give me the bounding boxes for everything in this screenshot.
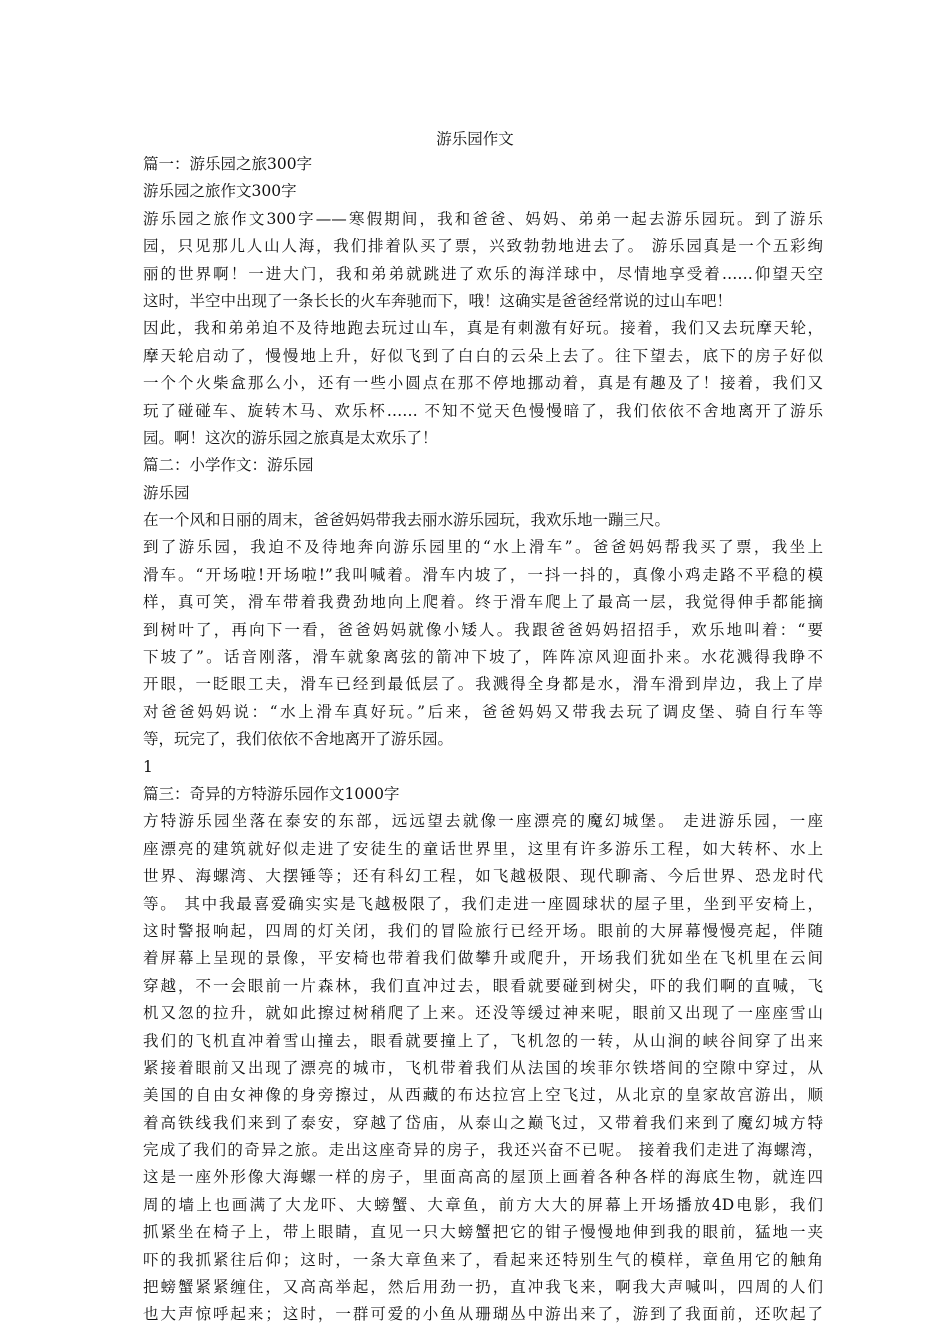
text-line: 这时警报响起，四周的灯关闭，我们的冒险旅行已经开场。眼前的大屏幕慢慢亮起，伴随 [143,921,823,940]
document-title: 游乐园作文 [436,130,514,148]
text-line: 园。啊！这次的游乐园之旅真是太欢乐了！ [143,428,438,447]
text-line: 等，玩完了，我们依依不舍地离开了游乐园。 [143,730,454,749]
text-line: 玩了碰碰车、旋转木马、欢乐杯…… 不知不觉天色慢慢暗了，我们依依不舍地离开了游乐 [143,401,823,420]
text-line: 园，只见那儿人山人海，我们排着队买了票，兴致勃勃地进去了。 游乐园真是一个五彩绚 [143,237,823,256]
text-line: 把螃蟹紧紧缠住，又高高举起，然后用劲一扔，直冲我飞来，啊我大声喊叫，四周的人们 [143,1278,823,1297]
text-line: 1 [143,757,153,776]
text-line: 样，真可笑，滑车带着我费劲地向上爬着。终于滑车爬上了最高一层，我觉得伸手都能摘 [143,593,823,612]
text-line: 因此，我和弟弟迫不及待地跑去玩过山车，真是有刺激有好玩。接着，我们又去玩摩天轮， [143,319,823,338]
text-line: 游乐园之旅作文300字——寒假期间，我和爸爸、妈妈、弟弟一起去游乐园玩。到了游乐 [143,209,823,228]
text-line: 篇一：游乐园之旅300字 [143,155,313,173]
text-line: 篇二：小学作文：游乐园 [143,456,314,475]
text-line: 摩天轮启动了，慢慢地上升，好似飞到了白白的云朵上去了。往下望去，底下的房子好似 [143,346,823,365]
text-line: 开眼，一眨眼工夫，滑车已经到最低层了。我溅得全身都是水，滑车滑到岸边，我上了岸 [143,675,823,694]
text-line: 到了游乐园，我迫不及待地奔向游乐园里的“水上滑车”。爸爸妈妈帮我买了票，我坐上 [143,538,823,557]
text-line: 也大声惊呼起来；这时，一群可爱的小鱼从珊瑚丛中游出来了，游到了我面前，还吹起了 [143,1305,823,1324]
document-body [143,151,823,1329]
text-line: 着高铁线我们来到了泰安，穿越了岱庙，从泰山之巅飞过，又带着我们来到了魔幻城方特 [143,1113,823,1132]
text-line: 到树叶了，再向下一看，爸爸妈妈就像小矮人。我跟爸爸妈妈招招手，欢乐地叫着：“要 [143,620,823,639]
text-line: 机又忽的拉升，就如此擦过树稍爬了上来。还没等缓过神来呢，眼前又出现了一座座雪山 [143,1004,823,1023]
text-line: 我们的飞机直冲着雪山撞去，眼看就要撞上了，飞机忽的一转，从山涧的峡谷间穿了出来 [143,1031,823,1050]
text-line: 篇三：奇异的方特游乐园作文1000字 [143,784,400,803]
text-line: 对爸爸妈妈说：“水上滑车真好玩。”后来，爸爸妈妈又带我去玩了调皮堡、骑自行车等 [143,702,823,721]
text-line: 抓紧坐在椅子上，带上眼睛，直见一只大螃蟹把它的钳子慢慢地伸到我的眼前，猛地一夹 [143,1223,823,1242]
text-line: 美国的自由女神像的身旁擦过，从西藏的布达拉宫上空飞过，从北京的皇家故宫游出，顺 [143,1086,823,1105]
text-line: 紧接着眼前又出现了漂亮的城市，飞机带着我们从法国的埃菲尔铁塔间的空隙中穿过，从 [143,1058,823,1077]
text-line: 等。 其中我最喜爱确实实是飞越极限了，我们走进一座圆球状的屋子里，坐到平安椅上， [143,894,823,913]
text-line: 世界、海螺湾、大摆锤等；还有科幻工程，如飞越极限、现代聊斋、今后世界、恐龙时代 [143,867,823,886]
text-line: 穿越，不一会眼前一片森林，我们直冲过去，眼看就要碰到树尖，吓的我们啊的直喊，飞 [143,976,823,995]
text-line: 游乐园 [143,483,190,502]
text-line: 着屏幕上呈现的景像，平安椅也带着我们做攀升或爬升，开场我们犹如坐在飞机里在云间 [143,949,823,968]
text-line: 一个个火柴盒那么小，还有一些小圆点在那不停地挪动着，真是有趣及了！接着，我们又 [143,374,823,393]
text-line: 滑车。“开场啦!开场啦!”我叫喊着。滑车内坡了，一抖一抖的，真像小鸡走路不平稳的模 [143,565,823,584]
text-line: 在一个风和日丽的周末，爸爸妈妈带我去丽水游乐园玩，我欢乐地一蹦三尺。 [143,511,671,530]
text-line: 完成了我们的奇异之旅。走出这座奇异的房子，我还兴奋不已呢。 接着我们走进了海螺湾， [143,1141,823,1160]
text-line: 座漂亮的建筑就好似走进了安徒生的童话世界里，这里有许多游乐工程，如大转杯、水上 [143,839,823,858]
text-line: 周的墙上也画满了大龙吓、大螃蟹、大章鱼，前方大大的屏幕上开场播放4D电影，我们 [143,1195,823,1214]
text-line: 游乐园之旅作文300字 [143,182,297,201]
text-line: 这是一座外形像大海螺一样的房子，里面高高的屋顶上画着各种各样的海底生物，就连四 [143,1168,823,1187]
text-line: 下坡了”。话音刚落，滑车就象离弦的箭冲下坡了，阵阵凉风迎面扑来。水花溅得我睁不 [143,648,823,667]
text-line: 吓的我抓紧往后仰；这时，一条大章鱼来了，看起来还特别生气的模样，章鱼用它的触角 [143,1250,823,1269]
text-line: 这时，半空中出现了一条长长的火车奔驰而下，哦！这确实是爸爸经常说的过山车吧！ [143,291,733,310]
text-line: 方特游乐园坐落在泰安的东部，远远望去就像一座漂亮的魔幻城堡。 走进游乐园，一座 [143,812,823,831]
text-line: 丽的世界啊！一进大门，我和弟弟就跳进了欢乐的海洋球中，尽情地享受着……仰望天空 [143,264,823,283]
